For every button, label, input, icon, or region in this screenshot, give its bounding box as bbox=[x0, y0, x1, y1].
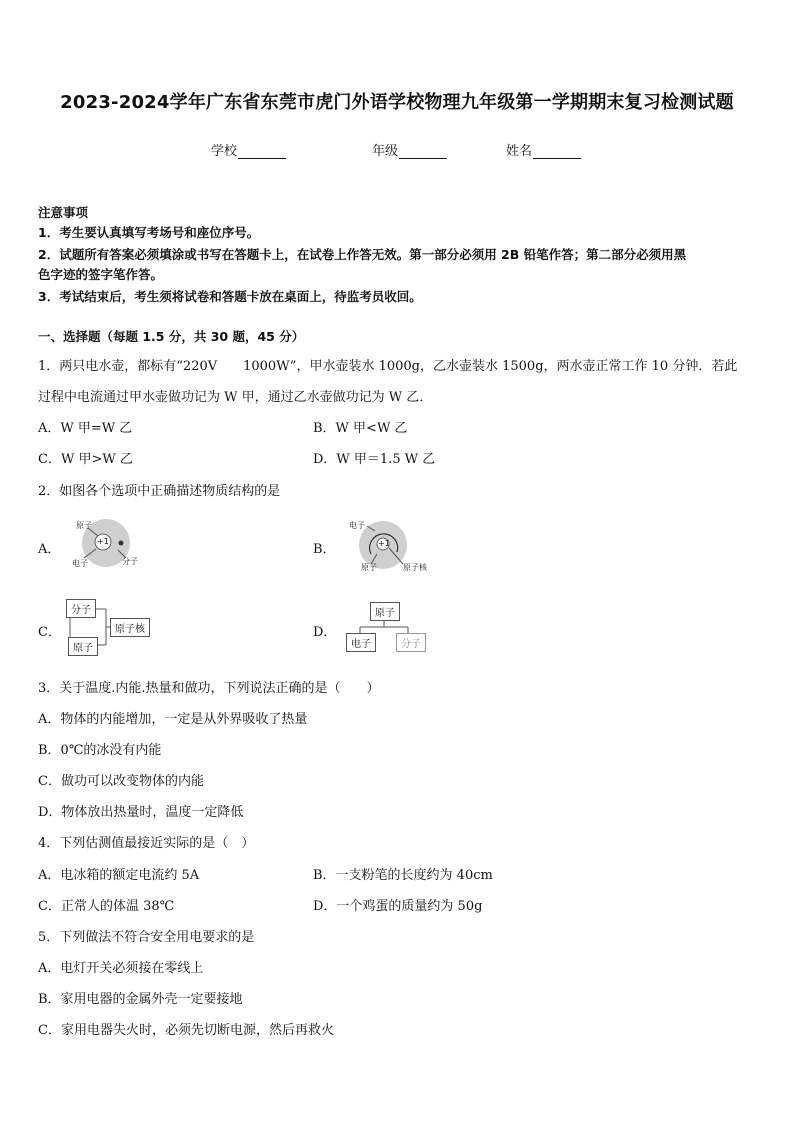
note-item-2: 2．试题所有答案必须填涂或书写在答题卡上，在试卷上作答无效。第一部分必须用 2B 铅笔作答；第二部分必须用黑 bbox=[38, 247, 687, 262]
fig-a-top-label: 原子 bbox=[76, 521, 92, 530]
note-item-2-cont: 色字迹的签字笔作答。 bbox=[38, 267, 164, 282]
grade-label: 年级 bbox=[372, 144, 399, 159]
page-title: 2023-2024学年广东省东莞市虎门外语学校物理九年级第一学期期末复习检测试题 bbox=[60, 92, 734, 113]
name-blank bbox=[533, 146, 581, 159]
fig-c-box-molecule: 分子 bbox=[66, 599, 96, 618]
q1-option-b: B．W 甲<W 乙 bbox=[313, 421, 408, 436]
notes-heading: 注意事项 bbox=[38, 205, 89, 220]
q2-option-a-label: A． bbox=[38, 542, 61, 557]
q4-option-a: A．电冰箱的额定电流约 5A bbox=[38, 868, 200, 883]
school-blank bbox=[238, 146, 286, 159]
fig-b-bottom-left-label: 原子 bbox=[361, 563, 377, 572]
q2-figure-a bbox=[68, 518, 148, 570]
fig-a-bottom-right-label: 分子 bbox=[122, 557, 138, 566]
q1-stem-line1: 1．两只电水壶，都标有“220V 1000W”，甲水壶装水 1000g，乙水壶装水 1500g，两水壶正常工作 10 分钟．若此 bbox=[38, 359, 738, 374]
name-field bbox=[506, 140, 581, 159]
grade-field bbox=[372, 140, 447, 159]
q2-figure-c bbox=[66, 597, 156, 655]
section-heading: 一、选择题（每题 1.5 分，共 30 题，45 分） bbox=[38, 329, 305, 344]
name-label: 姓名 bbox=[506, 144, 533, 159]
q3-option-a: A．物体的内能增加，一定是从外界吸收了热量 bbox=[38, 712, 308, 727]
fig-c-box-atom: 原子 bbox=[68, 637, 98, 656]
q4-option-c: C．正常人的体温 38℃ bbox=[38, 899, 175, 914]
school-field bbox=[211, 140, 286, 159]
q4-option-d: D．一个鸡蛋的质量约为 50g bbox=[313, 899, 483, 914]
q5-option-a: A．电灯开关必须接在零线上 bbox=[38, 961, 204, 976]
q3-option-b: B．0℃的冰没有内能 bbox=[38, 743, 162, 758]
q1-stem-line2: 过程中电流通过甲水壶做功记为 W 甲，通过乙水壶做功记为 W 乙． bbox=[38, 390, 433, 405]
note-item-3: 3．考试结束后，考生须将试卷和答题卡放在桌面上，待监考员收回。 bbox=[38, 289, 422, 304]
fig-b-center-label: +1 bbox=[378, 539, 390, 548]
q3-option-c: C．做功可以改变物体的内能 bbox=[38, 774, 204, 789]
q5-option-c: C．家用电器失火时，必须先切断电源，然后再救火 bbox=[38, 1023, 334, 1038]
fig-a-center-label: +1 bbox=[97, 537, 109, 546]
electron-dot bbox=[119, 541, 124, 546]
fig-d-box-atom: 原子 bbox=[370, 602, 400, 621]
q1-option-d: D．W 甲＝1.5 W 乙 bbox=[313, 452, 436, 467]
note-item-1: 1．考生要认真填写考场号和座位序号。 bbox=[38, 225, 260, 240]
school-label: 学校 bbox=[211, 144, 238, 159]
q3-option-d: D．物体放出热量时，温度一定降低 bbox=[38, 805, 244, 820]
fig-b-top-label: 电子 bbox=[349, 521, 365, 530]
q2-figure-d bbox=[342, 601, 426, 653]
q1-option-c: C．W 甲>W 乙 bbox=[38, 452, 133, 467]
fig-d-box-molecule: 分子 bbox=[396, 633, 426, 652]
q5-option-b: B．家用电器的金属外壳一定要接地 bbox=[38, 992, 243, 1007]
q2-option-b-label: B． bbox=[313, 542, 336, 557]
q4-option-b: B．一支粉笔的长度约为 40cm bbox=[313, 868, 493, 883]
q4-stem: 4．下列估测值最接近实际的是（ ） bbox=[38, 836, 255, 851]
q3-stem: 3．关于温度.内能.热量和做功，下列说法正确的是（ ） bbox=[38, 681, 380, 696]
grade-blank bbox=[399, 146, 447, 159]
fig-d-box-electron: 电子 bbox=[346, 633, 376, 652]
q2-option-c-label: C． bbox=[38, 625, 61, 640]
q2-figure-b bbox=[345, 516, 435, 574]
fig-a-bottom-left-label: 电子 bbox=[72, 559, 88, 568]
fig-c-box-nucleus: 原子核 bbox=[110, 618, 150, 637]
q2-stem: 2．如图各个选项中正确描述物质结构的是 bbox=[38, 484, 281, 499]
q5-stem: 5．下列做法不符合安全用电要求的是 bbox=[38, 930, 255, 945]
q1-option-a: A．W 甲=W 乙 bbox=[38, 421, 133, 436]
fig-b-bottom-right-label: 原子核 bbox=[403, 563, 427, 572]
q2-option-d-label: D． bbox=[313, 625, 337, 640]
